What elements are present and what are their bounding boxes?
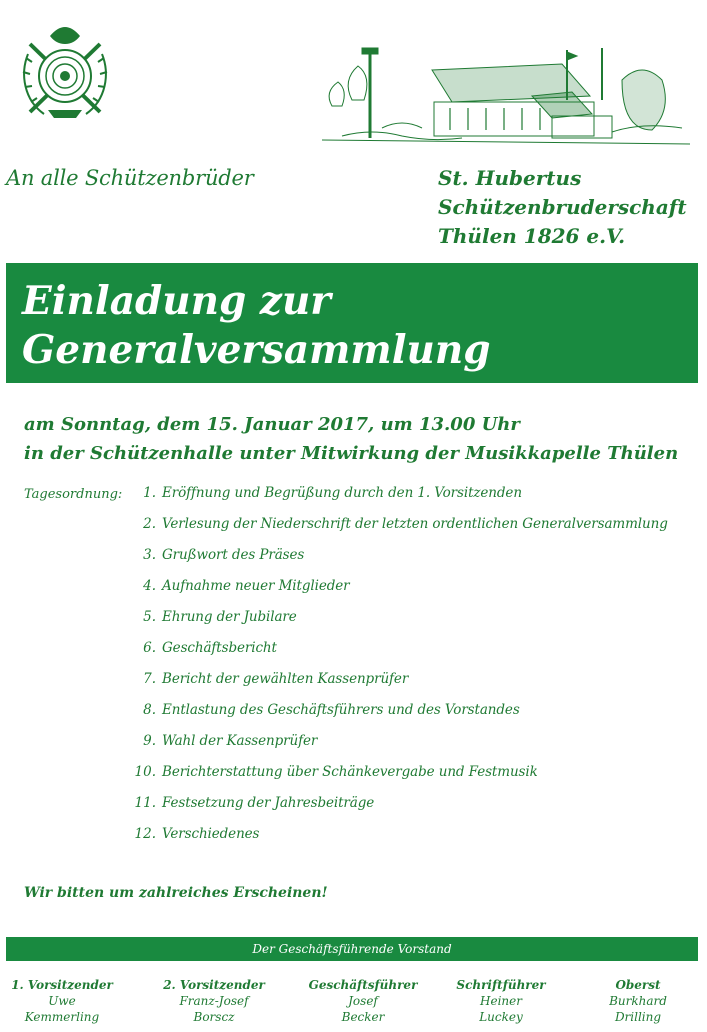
agenda-item-number: 5. <box>143 609 156 625</box>
officer-managing-director <box>293 977 433 1025</box>
agenda-item-text: Grußwort des Präses <box>162 547 305 563</box>
agenda-item-number: 12. <box>134 826 156 842</box>
agenda-item-number: 11. <box>134 795 156 811</box>
agenda-item <box>120 795 700 826</box>
agenda-item-text: Aufnahme neuer Mitglieder <box>162 578 350 594</box>
officer-role: Oberst <box>615 978 661 992</box>
agenda-item <box>120 826 700 857</box>
officer-last-name: Kemmerling <box>24 1010 100 1024</box>
officer-secretary <box>431 977 571 1025</box>
organization-name <box>438 164 698 251</box>
agenda-item-text: Bericht der gewählten Kassenprüfer <box>162 671 409 687</box>
agenda-item-text: Eröffnung und Begrüßung durch den 1. Vorsitzenden <box>162 485 522 501</box>
agenda-label: Tagesordnung: <box>24 487 123 502</box>
agenda-item <box>120 671 700 702</box>
officer-role: 1. Vorsitzender <box>11 978 113 992</box>
agenda-item <box>120 764 700 795</box>
invitation-venue: in der Schützenhalle unter Mitwirkung der Musikkapelle Thülen <box>24 443 679 464</box>
agenda-item-text: Ehrung der Jubilare <box>162 609 297 625</box>
officer-role: Schriftführer <box>456 978 546 992</box>
agenda-item-number: 4. <box>143 578 156 594</box>
officer-role: 2. Vorsitzender <box>163 978 265 992</box>
invitation-date: am Sonntag, dem 15. Januar 2017, um 13.00 Uhr <box>24 414 520 435</box>
agenda-item-number: 3. <box>143 547 156 563</box>
agenda-item-text: Wahl der Kassenprüfer <box>162 733 318 749</box>
agenda-item <box>120 702 700 733</box>
organization-line: Schützenbruderschaft <box>438 195 687 219</box>
officer-first-name: Josef <box>348 994 378 1008</box>
officer-role: Geschäftsführer <box>308 978 418 992</box>
organization-line: St. Hubertus <box>438 166 582 190</box>
agenda-item-number: 2. <box>143 516 156 532</box>
invitation-details <box>24 410 704 468</box>
officer-last-name: Luckey <box>479 1010 523 1024</box>
agenda-item-text: Entlastung des Geschäftsführers und des Vorstandes <box>162 702 520 718</box>
officer-last-name: Drilling <box>614 1010 662 1024</box>
title-line-2: Generalversammlung <box>22 327 491 373</box>
agenda-item-text: Verlesung der Niederschrift der letzten ordentlichen Generalversammlung <box>162 516 668 532</box>
closing-note: Wir bitten um zahlreiches Erscheinen! <box>24 885 328 901</box>
officer-chairman <box>0 977 132 1025</box>
title-banner <box>6 263 698 383</box>
addressee-line: An alle Schützenbrüder <box>6 166 254 190</box>
officer-colonel <box>568 977 707 1025</box>
officer-last-name: Becker <box>341 1010 385 1024</box>
agenda-item <box>120 733 700 764</box>
officer-first-name: Uwe <box>48 994 76 1008</box>
agenda-item-text: Geschäftsbericht <box>162 640 277 656</box>
agenda-item <box>120 485 700 516</box>
schuetzenhalle-drawing <box>322 40 690 148</box>
officer-first-name: Franz-Josef <box>179 994 249 1008</box>
officers-row <box>0 977 707 1029</box>
agenda-item <box>120 516 700 547</box>
hubertus-crest-icon <box>10 14 120 124</box>
agenda-item-number: 7. <box>143 671 156 687</box>
agenda-item <box>120 578 700 609</box>
agenda-item-number: 6. <box>143 640 156 656</box>
title-line-1: Einladung zur <box>22 278 331 324</box>
agenda-item-number: 1. <box>143 485 156 501</box>
officer-first-name: Heiner <box>480 994 522 1008</box>
agenda-item <box>120 640 700 671</box>
agenda-item-number: 8. <box>143 702 156 718</box>
officer-first-name: Burkhard <box>609 994 667 1008</box>
officer-last-name: Borscz <box>193 1010 235 1024</box>
organization-line: Thülen 1826 e.V. <box>438 224 626 248</box>
board-banner <box>6 937 698 961</box>
agenda-item-number: 9. <box>143 733 156 749</box>
agenda-item <box>120 547 700 578</box>
agenda-item <box>120 609 700 640</box>
board-label: Der Geschäftsführende Vorstand <box>252 942 452 956</box>
agenda-item-number: 10. <box>134 764 156 780</box>
officer-vice-chairman <box>144 977 284 1025</box>
agenda-list <box>120 485 700 857</box>
agenda-item-text: Berichterstattung über Schänkevergabe und Festmusik <box>162 764 538 780</box>
agenda-item-text: Festsetzung der Jahresbeiträge <box>162 795 375 811</box>
agenda-item-text: Verschiedenes <box>162 826 260 842</box>
